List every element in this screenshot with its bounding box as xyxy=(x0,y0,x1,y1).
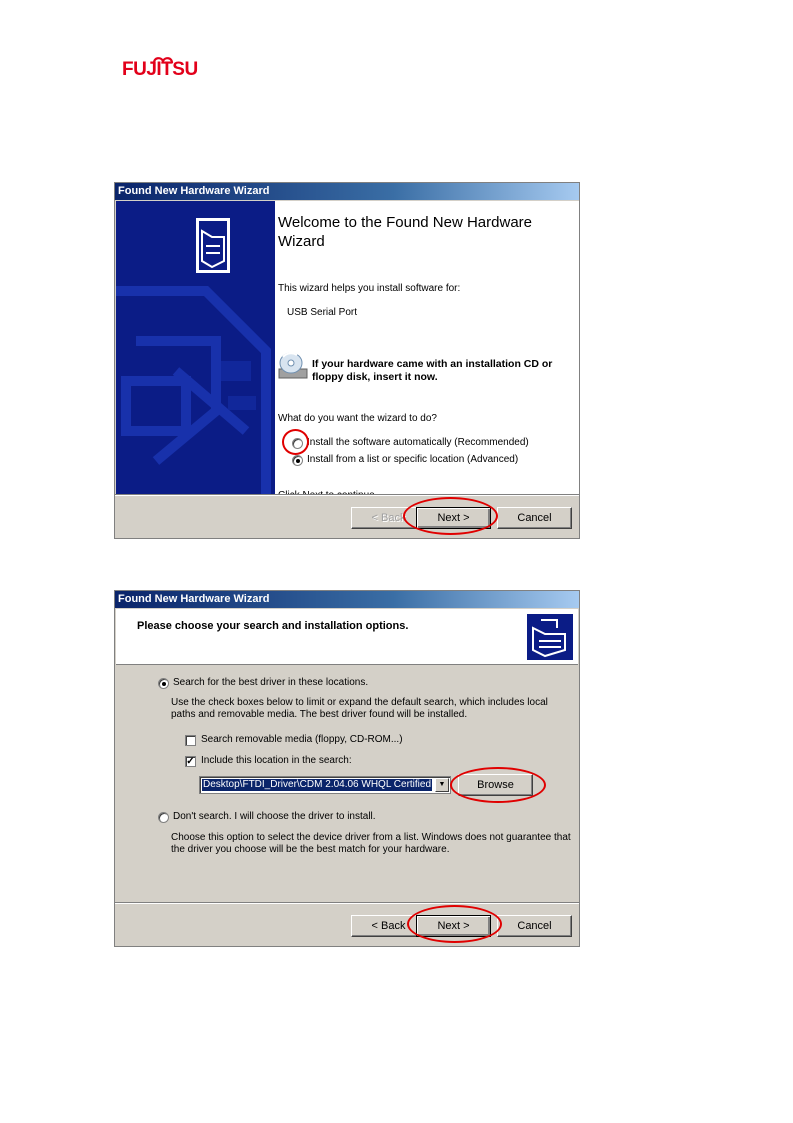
cancel-button[interactable]: Cancel xyxy=(497,915,572,937)
intro-text: This wizard helps you install software for: xyxy=(278,283,461,294)
radio-dont-search[interactable] xyxy=(158,812,169,823)
radio-install-auto-label: Install the software automatically (Recommended) xyxy=(307,437,529,448)
chevron-down-icon[interactable]: ▼ xyxy=(435,778,449,792)
radio-dont-search-label: Don't search. I will choose the driver to install. xyxy=(173,811,376,822)
hardware-icon xyxy=(527,614,573,660)
dont-search-description: Choose this option to select the device driver from a list. Windows does not guarantee that the driver you choose will be the best match for your hardware. xyxy=(171,832,571,855)
device-name: USB Serial Port xyxy=(287,307,358,318)
cancel-button[interactable]: Cancel xyxy=(497,507,572,529)
radio-install-advanced[interactable] xyxy=(292,455,303,466)
checkbox-removable-media[interactable] xyxy=(185,735,196,746)
highlight-next-button xyxy=(407,905,502,943)
location-value: Desktop\FTDI_Driver\CDM 2.04.06 WHQL Certified xyxy=(203,779,432,790)
logo-infinity-icon xyxy=(152,55,174,65)
highlight-radio-advanced xyxy=(282,429,309,455)
dialog-titlebar: Found New Hardware Wizard xyxy=(115,183,579,200)
dialog-titlebar: Found New Hardware Wizard xyxy=(115,591,579,608)
wizard-side-graphic xyxy=(116,201,275,495)
back-button[interactable]: < Back xyxy=(351,507,426,529)
radio-install-advanced-label: Install from a list or specific location (Advanced) xyxy=(307,454,519,465)
back-button[interactable]: < Back xyxy=(351,915,426,937)
cd-notice: If your hardware came with an installation CD or floppy disk, insert it now. xyxy=(312,358,553,383)
checkbox-removable-media-label: Search removable media (floppy, CD-ROM...) xyxy=(201,734,403,745)
search-description: Use the check boxes below to limit or expand the default search, which includes local paths and removable media. The best driver found will be installed. xyxy=(171,697,548,720)
next-button[interactable]: Next > xyxy=(416,915,491,937)
checkbox-include-location[interactable]: ✓ xyxy=(186,756,195,767)
radio-search-best[interactable] xyxy=(158,678,169,689)
radio-search-best-label: Search for the best driver in these locations. xyxy=(173,677,369,688)
question-text: What do you want the wizard to do? xyxy=(278,413,437,424)
hardware-watermark-icon xyxy=(116,201,275,495)
checkbox-include-location-label: Include this location in the search: xyxy=(201,755,352,766)
welcome-heading: Welcome to the Found New Hardware Wizard xyxy=(278,214,533,250)
logo-text: FUJITSU xyxy=(122,59,198,80)
browse-button[interactable]: Browse xyxy=(458,774,533,796)
next-button[interactable]: Next > xyxy=(416,507,491,529)
cd-drive-icon xyxy=(277,351,309,381)
wizard-header xyxy=(116,609,578,665)
button-bar xyxy=(115,902,579,946)
page-title: Please choose your search and installation options. xyxy=(137,620,409,632)
location-combobox[interactable] xyxy=(199,776,451,794)
highlight-next-button xyxy=(403,497,498,535)
wizard-content xyxy=(275,201,579,495)
button-bar xyxy=(115,494,579,538)
fujitsu-logo xyxy=(122,55,200,87)
wizard-dialog-welcome xyxy=(114,182,580,539)
highlight-browse-button xyxy=(450,767,546,803)
